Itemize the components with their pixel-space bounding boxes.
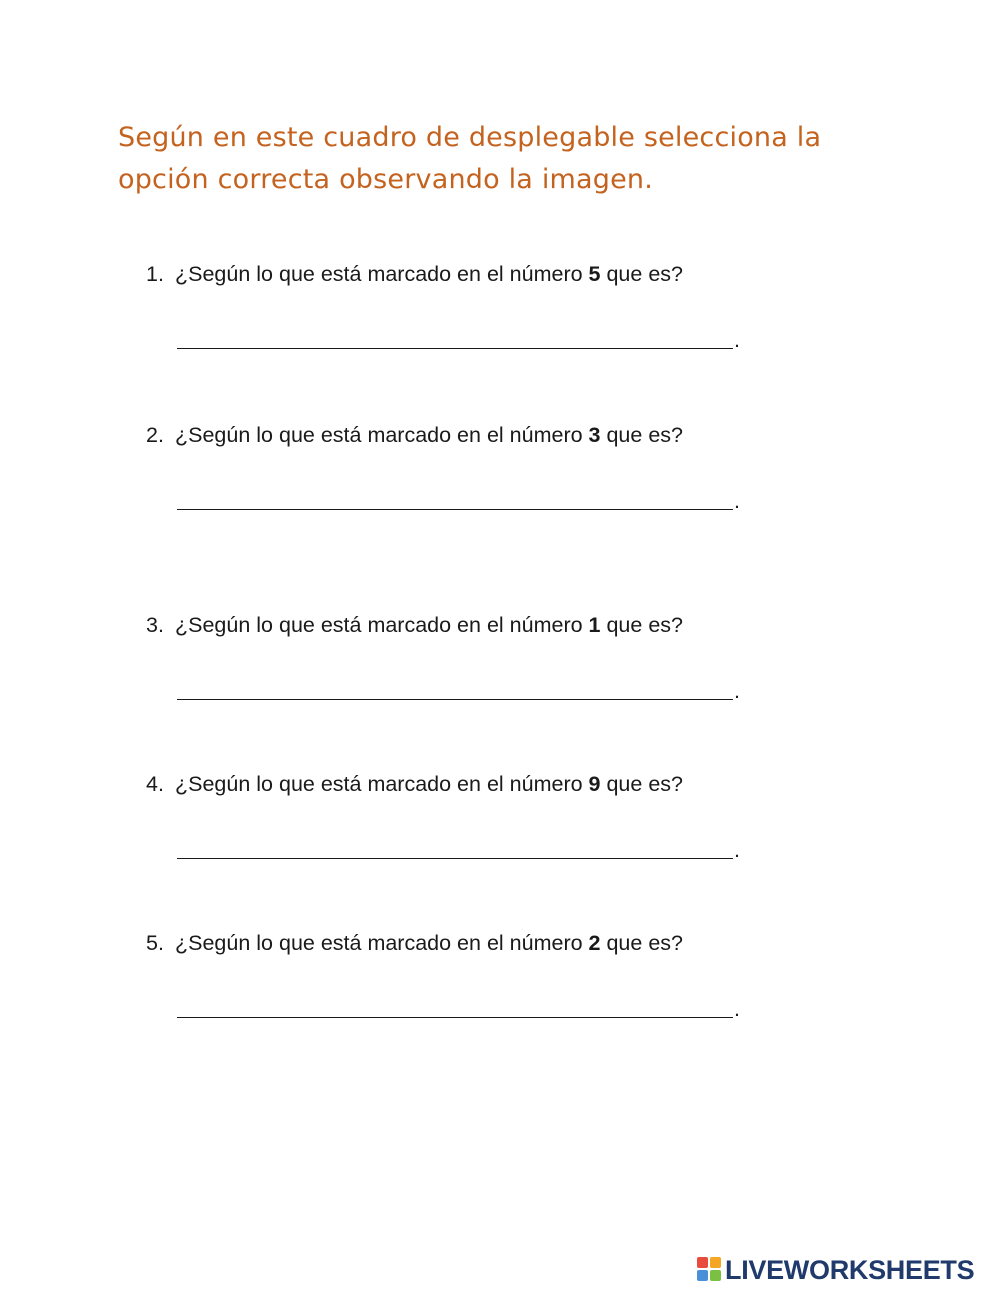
answer-end-period: .: [734, 328, 740, 352]
question-highlight-number: 5: [588, 262, 601, 286]
question-text: ¿Según lo que está marcado en el número: [175, 262, 589, 286]
question-1: [146, 262, 866, 287]
answer-blank-2[interactable]: [177, 509, 733, 510]
question-number: 3.: [146, 613, 164, 637]
question-highlight-number: 2: [588, 931, 601, 955]
answer-end-period: .: [734, 997, 740, 1021]
question-suffix: que es?: [600, 613, 683, 637]
question-text: ¿Según lo que está marcado en el número: [175, 931, 589, 955]
liveworksheets-logo-text: LIVEWORKSHEETS: [725, 1254, 975, 1285]
question-text: ¿Según lo que está marcado en el número: [175, 423, 589, 447]
liveworksheets-logo-icon: [697, 1257, 723, 1283]
question-4: [146, 772, 866, 797]
question-number: 4.: [146, 772, 164, 796]
answer-end-period: .: [734, 489, 740, 513]
question-highlight-number: 1: [588, 613, 601, 637]
question-text: ¿Según lo que está marcado en el número: [175, 613, 589, 637]
question-5: [146, 931, 866, 956]
question-3: [146, 613, 866, 638]
question-number: 5.: [146, 931, 164, 955]
question-number: 2.: [146, 423, 164, 447]
answer-end-period: .: [734, 838, 740, 862]
question-highlight-number: 3: [588, 423, 601, 447]
question-highlight-number: 9: [588, 772, 601, 796]
answer-blank-5[interactable]: [177, 1017, 733, 1018]
answer-blank-4[interactable]: [177, 858, 733, 859]
question-2: [146, 423, 866, 448]
question-number: 1.: [146, 262, 164, 286]
question-suffix: que es?: [600, 423, 683, 447]
question-suffix: que es?: [600, 931, 683, 955]
liveworksheets-logo: [697, 1254, 974, 1286]
worksheet-title: Según en este cuadro de desplegable selecciona la opción correcta observando la imagen.: [118, 122, 822, 195]
question-text: ¿Según lo que está marcado en el número: [175, 772, 589, 796]
question-suffix: que es?: [600, 772, 683, 796]
answer-end-period: .: [734, 679, 740, 703]
answer-blank-3[interactable]: [177, 699, 733, 700]
answer-blank-1[interactable]: [177, 348, 733, 349]
question-suffix: que es?: [600, 262, 683, 286]
